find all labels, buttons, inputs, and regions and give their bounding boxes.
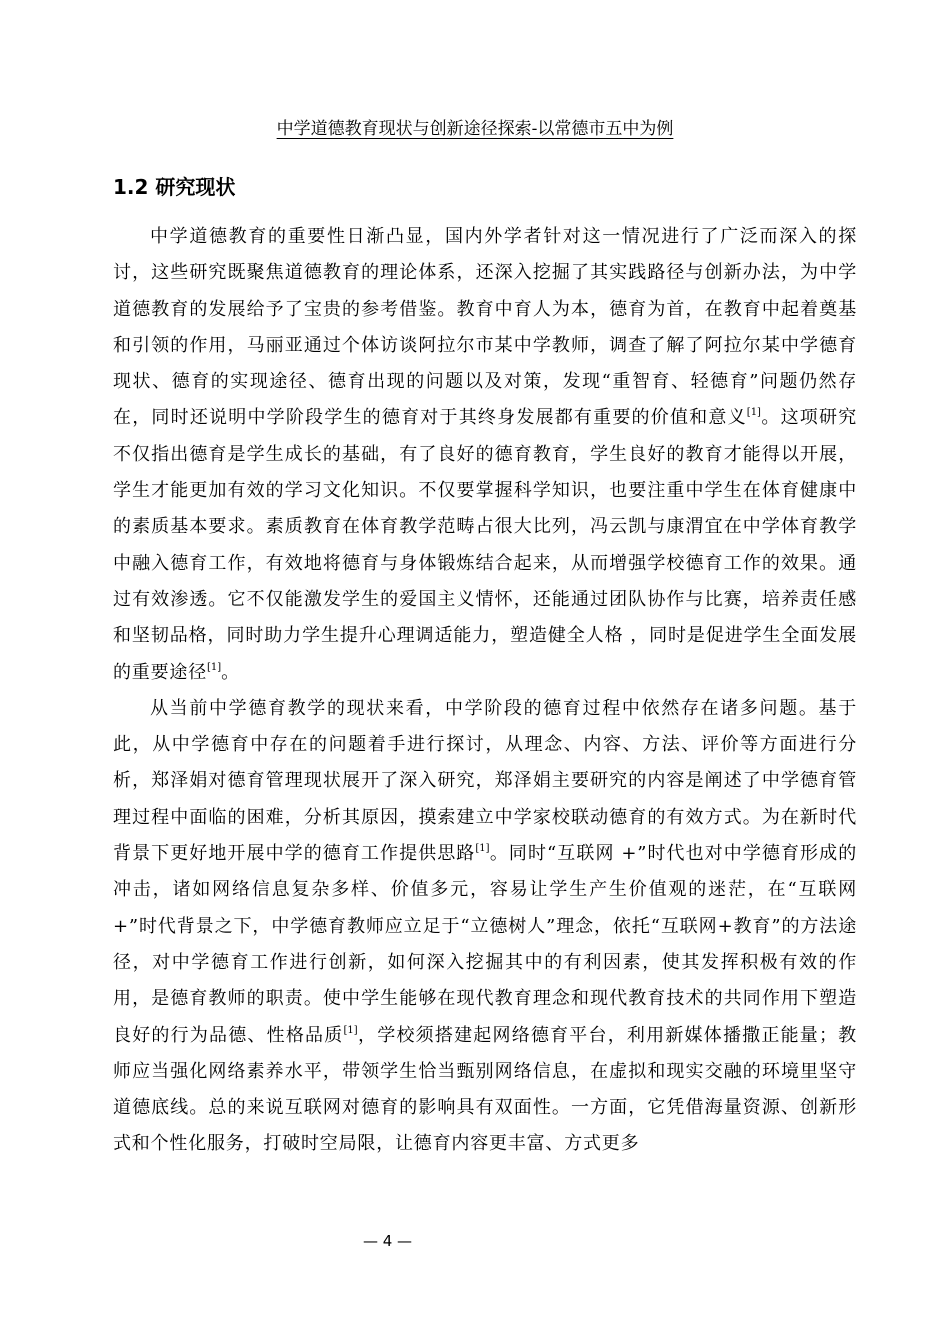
citation-ref: [1] [343,1024,358,1036]
citation-ref: [1] [746,407,761,419]
paragraph-text: 。同时“互联网 +”时代也对中学德育形成的冲击，诸如网络信息复杂多样、价值多元，容易让学生产生价值观的迷茫，在“互联网+”时代背景之下，中学德育教师应立足于“立德树人”理念，依托“互联网+教育”的方法途径，对中学德育工作进行创新，如何深入挖掘其中的有利因素，使其发挥积极有效的作用，是德育教师的职责。使中学生能够在现代教育理念和现代教育技术的共同作用下塑造良好的行为品德、性格品质 [113,843,857,1046]
paragraph-2 [113,691,857,1163]
paragraph-text: ，学校须搭建起网络德育平台，利用新媒体播撒正能量；教师应当强化网络素养水平，带领学生恰当甄别网络信息，在虚拟和现实交融的环境里坚守道德底线。总的来说互联网对德育的影响具有双面性。一方面，它凭借海量资源、创新形式和个性化服务，打破时空局限，让德育内容更丰富、方式更多 [113,1024,857,1155]
citation-ref: [1] [475,843,490,855]
section-heading: 1.2 研究现状 [113,175,236,199]
header-title: 中学道德教育现状与创新途径探索-以常德市五中为例 [276,119,674,139]
running-header [0,117,950,141]
paragraph-text: 从当前中学德育教学的现状来看，中学阶段的德育过程中依然存在诸多问题。基于此，从中学德育中存在的问题着手进行探讨，从理念、内容、方法、评价等方面进行分析，郑泽娟对德育管理现状展开了深入研究，郑泽娟主要研究的内容是阐述了中学德育管理过程中面临的困难，分析其原因，摸索建立中学家校联动德育的有效方式。为在新时代背景下更好地开展中学的德育工作提供思路 [113,697,857,865]
page-number: — 4 — [362,1232,413,1250]
paragraph-text: 中学道德教育的重要性日渐凸显，国内外学者针对这一情况进行了广泛而深入的探讨，这些研究既聚焦道德教育的理论体系，还深入挖掘了其实践路径与创新办法，为中学道德教育的发展给予了宝贵的参考借鉴。教育中育人为本，德育为首，在教育中起着奠基和引领的作用，马丽亚通过个体访谈阿拉尔市某中学教师，调查了解了阿拉尔某中学德育现状、德育的实现途径、德育出现的问题以及对策，发现“重智育、轻德育”问题仍然存在，同时还说明中学阶段学生的德育对于其终身发展都有重要的价值和意义 [113,226,857,429]
paragraph-text: 。 [221,661,240,683]
citation-ref: [1] [207,661,222,673]
paragraph-1 [113,219,857,691]
body-text [113,219,857,1163]
paragraph-text: 。这项研究不仅指出德育是学生成长的基础，有了良好的德育教育，学生良好的教育才能得以开展，学生才能更加有效的学习文化知识。不仅要掌握科学知识，也要注重中学生在体育健康中的素质基本要求。素质教育在体育教学范畴占很大比列，冯云凯与康渭宜在中学体育教学中融入德育工作，有效地将德育与身体锻炼结合起来，从而增强学校德育工作的效果。通过有效渗透。它不仅能激发学生的爱国主义情怀，还能通过团队协作与比赛，培养责任感和坚韧品格，同时助力学生提升心理调适能力，塑造健全人格 ，同时是促进学生全面发展的重要途径 [113,407,857,683]
